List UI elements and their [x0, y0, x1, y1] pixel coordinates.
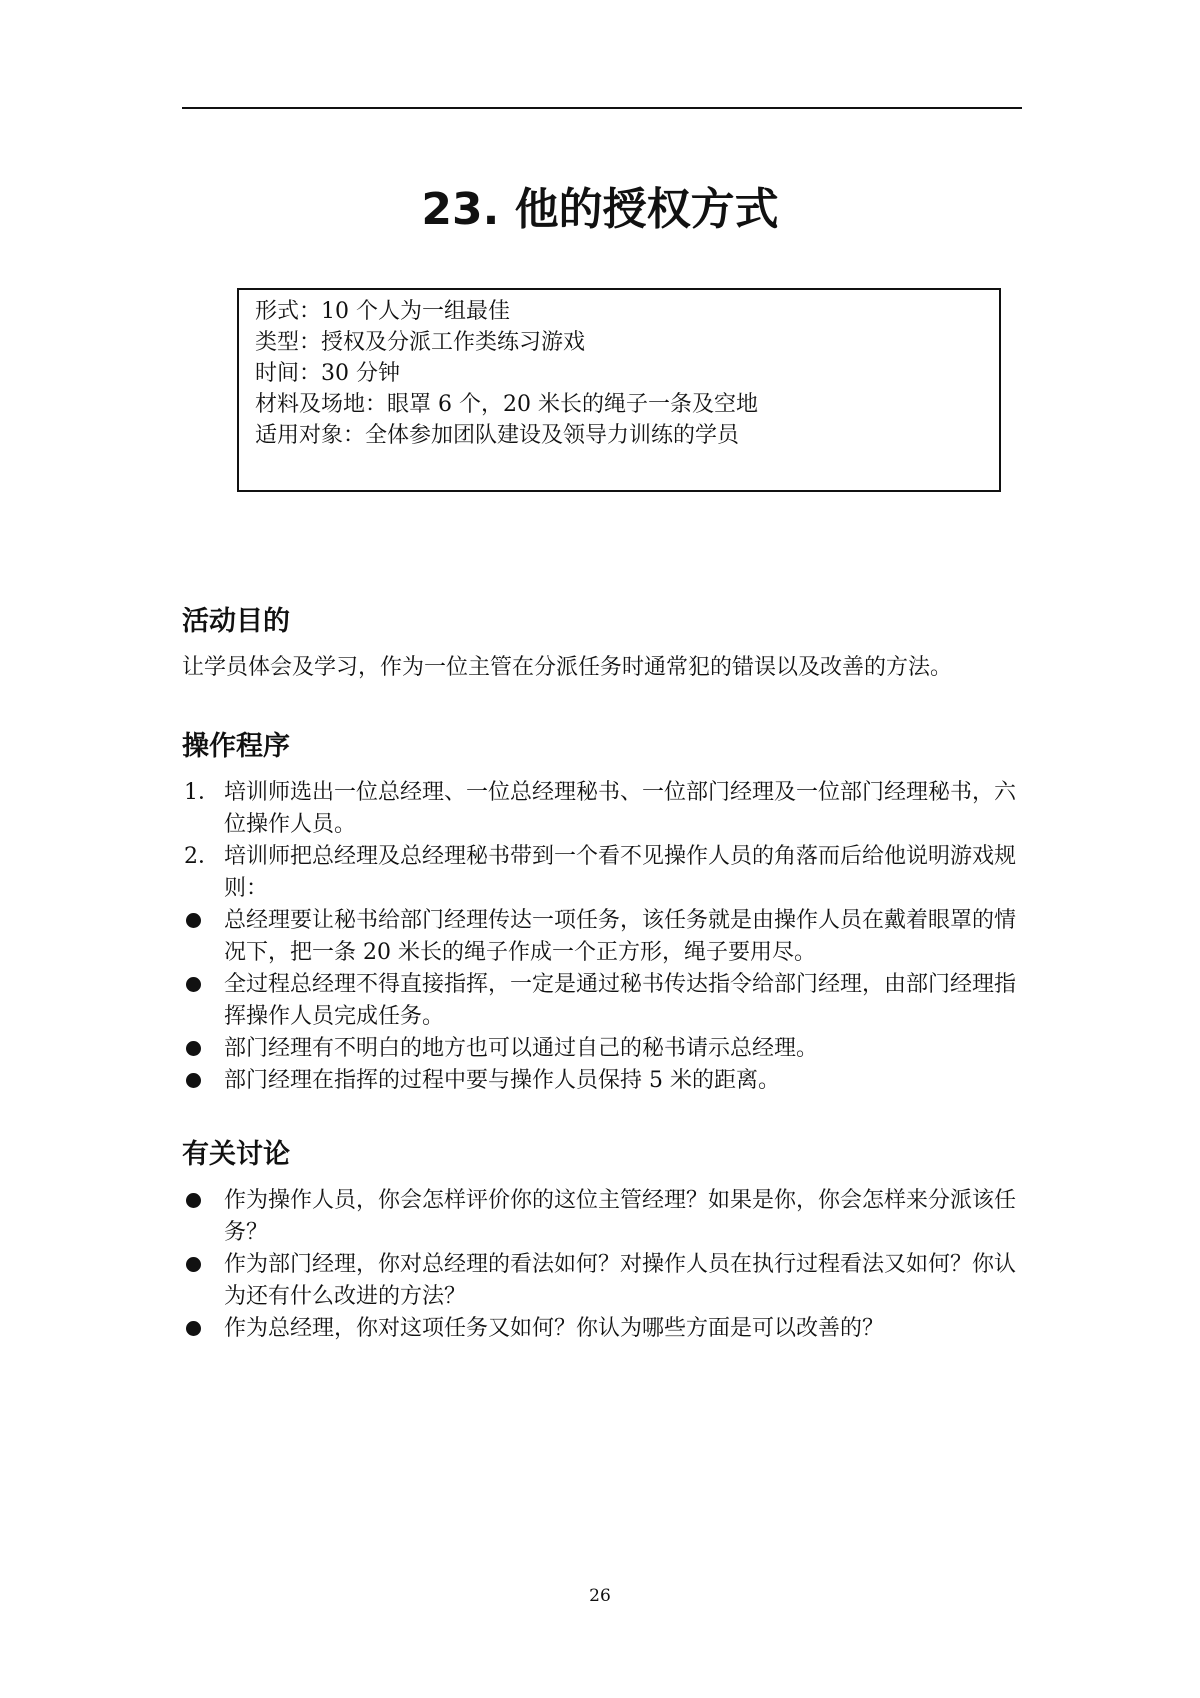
- info-time: 时间：30 分钟: [255, 361, 400, 386]
- step-number: 2．: [184, 844, 220, 869]
- discussion-item: [182, 1249, 1022, 1313]
- discussion-text: 作为部门经理，你对总经理的看法如何？对操作人员在执行过程看法又如何？你认为还有什么改进的方法？: [224, 1252, 1017, 1309]
- rule-item: [182, 969, 1022, 1033]
- rule-text: 部门经理有不明白的地方也可以通过自己的秘书请示总经理。: [224, 1036, 819, 1061]
- bullet-icon: [186, 977, 201, 992]
- step-number: 1．: [184, 780, 220, 805]
- discussion-item: [182, 1185, 1022, 1249]
- rule-item: [182, 905, 1022, 969]
- page-number: 26: [589, 1586, 611, 1606]
- procedure-step: [182, 777, 1022, 841]
- bullet-icon: [186, 1193, 201, 1208]
- rule-text: 总经理要让秘书给部门经理传达一项任务，该任务就是由操作人员在戴着眼罩的情况下，把一条 20 米长的绳子作成一个正方形，绳子要用尽。: [224, 908, 1017, 965]
- header-rule: [182, 107, 1022, 109]
- bullet-icon: [186, 1073, 201, 1088]
- procedure-heading: 操作程序: [182, 731, 290, 762]
- rule-item: [182, 1033, 1022, 1065]
- info-type: 类型：授权及分派工作类练习游戏: [255, 330, 586, 355]
- info-materials: 材料及场地：眼罩 6 个，20 米长的绳子一条及空地: [255, 392, 758, 417]
- info-format: 形式：10 个人为一组最佳: [255, 299, 510, 324]
- purpose-heading: 活动目的: [182, 606, 290, 637]
- bullet-icon: [186, 913, 201, 928]
- discussion-list: [182, 1185, 1022, 1345]
- rule-text: 全过程总经理不得直接指挥，一定是通过秘书传达指令给部门经理，由部门经理指挥操作人员完成任务。: [224, 972, 1017, 1029]
- page-title: 23. 他的授权方式: [421, 184, 779, 235]
- bullet-icon: [186, 1257, 201, 1272]
- rule-text: 部门经理在指挥的过程中要与操作人员保持 5 米的距离。: [224, 1068, 780, 1093]
- procedure-step: [182, 841, 1022, 905]
- step-text: 培训师把总经理及总经理秘书带到一个看不见操作人员的角落而后给他说明游戏规则：: [224, 844, 1017, 901]
- purpose-text: 让学员体会及学习，作为一位主管在分派任务时通常犯的错误以及改善的方法。: [182, 655, 953, 680]
- discussion-item: [182, 1313, 1022, 1345]
- discussion-text: 作为总经理，你对这项任务又如何？你认为哪些方面是可以改善的？: [224, 1316, 885, 1341]
- discussion-heading: 有关讨论: [182, 1139, 290, 1170]
- bullet-icon: [186, 1041, 201, 1056]
- rule-item: [182, 1065, 1022, 1097]
- procedure-list: [182, 777, 1022, 1097]
- bullet-icon: [186, 1321, 201, 1336]
- step-text: 培训师选出一位总经理、一位总经理秘书、一位部门经理及一位部门经理秘书，六位操作人员。: [224, 780, 1017, 837]
- info-audience: 适用对象：全体参加团队建设及领导力训练的学员: [255, 423, 740, 448]
- discussion-text: 作为操作人员，你会怎样评价你的这位主管经理？如果是你，你会怎样来分派该任务？: [224, 1188, 1017, 1245]
- activity-info-box: [237, 288, 1001, 492]
